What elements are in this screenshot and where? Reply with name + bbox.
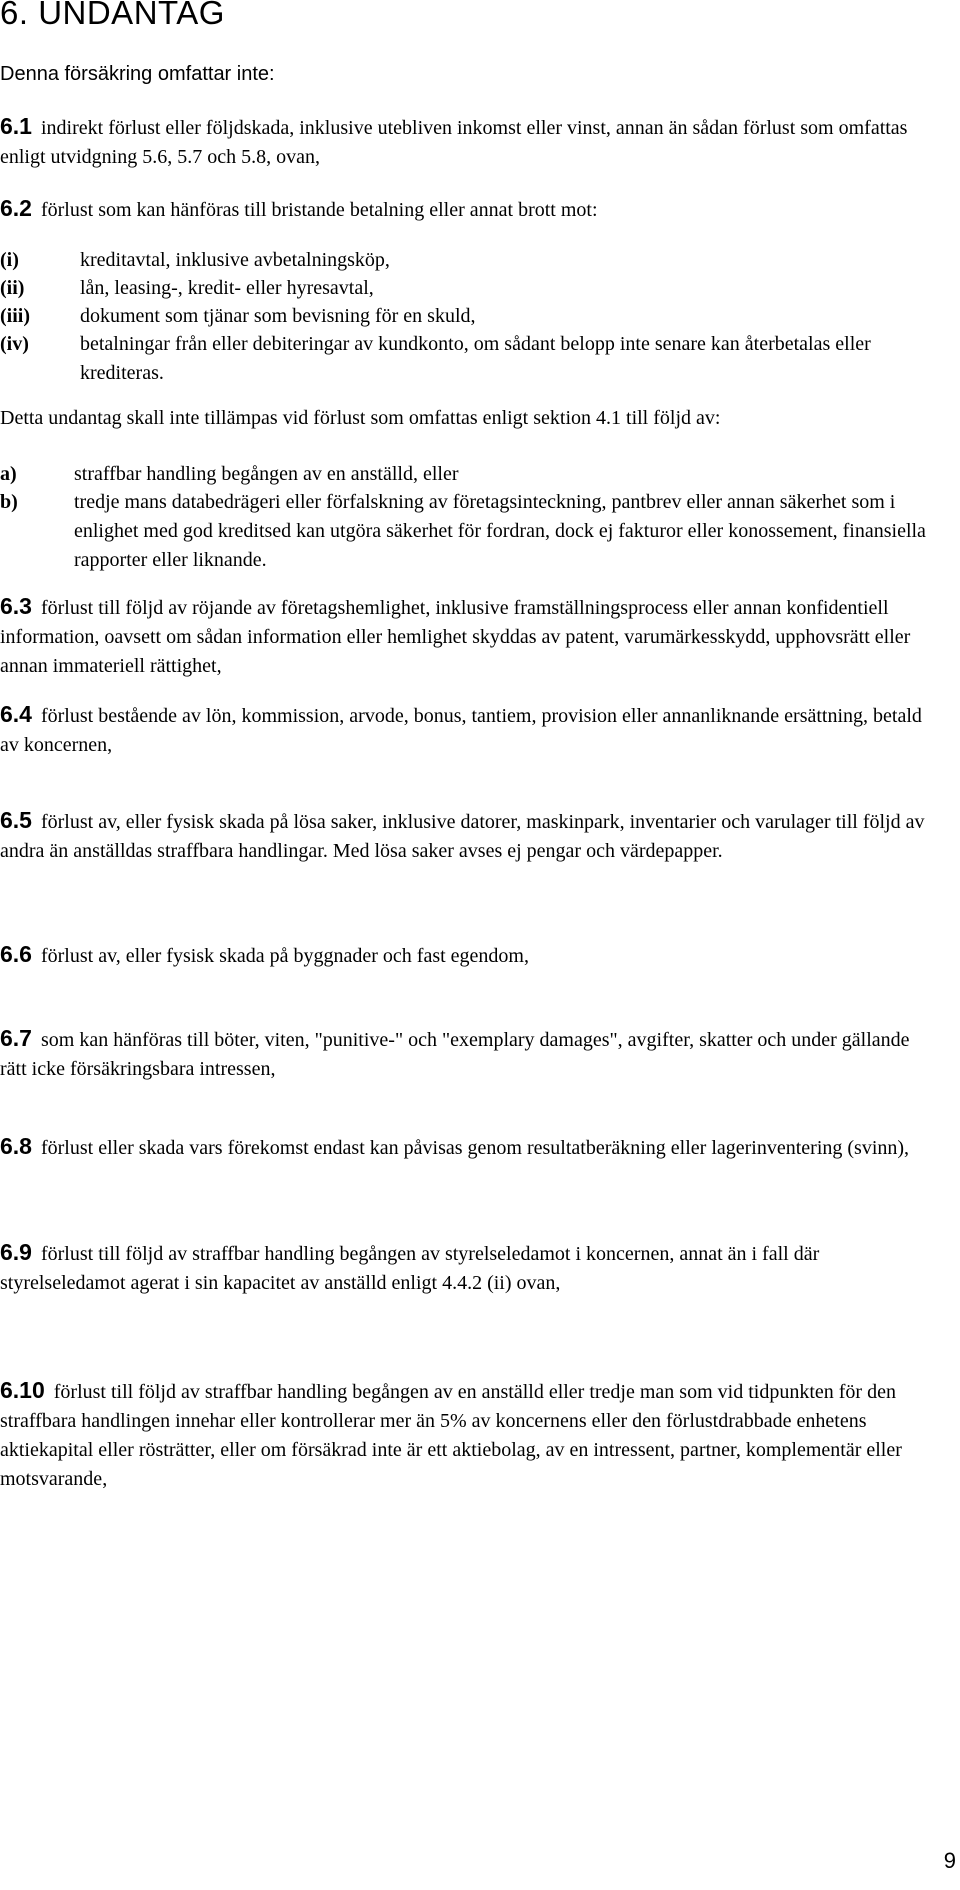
clause-6-10: [0, 1376, 940, 1494]
clause-text: som kan hänföras till böter, viten, "punitive-" och "exemplary damages", avgifter, skatter och under gällande rätt icke försäkringsbara intressen,: [0, 1029, 910, 1080]
clause-text: förlust av, eller fysisk skada på lösa saker, inklusive datorer, maskinpark, inventarier och varulager till följd av andra än anställdas straffbara handlingar. Med lösa saker avses ej pengar och värdepapper.: [0, 811, 925, 862]
list-text: kreditavtal, inklusive avbetalningsköp,: [80, 249, 390, 271]
list-label: (iv): [0, 333, 29, 355]
clause-6-5: [0, 806, 940, 866]
clause-text: förlust bestående av lön, kommission, arvode, bonus, tantiem, provision eller annanliknande ersättning, betald av koncernen,: [0, 705, 922, 756]
list-text: betalningar från eller debiteringar av kundkonto, om sådant belopp inte senare kan återbetalas eller krediteras.: [80, 333, 871, 384]
clause-text: förlust som kan hänföras till bristande betalning eller annat brott mot:: [40, 199, 598, 221]
clause-6-1: [0, 112, 940, 172]
clause-number: 6.4: [0, 701, 32, 727]
clause-number: 6.7: [0, 1025, 32, 1051]
clause-number: 6.2: [0, 195, 32, 221]
section-heading: 6. UNDANTAG: [0, 0, 225, 31]
intro-text: Denna försäkring omfattar inte:: [0, 63, 275, 85]
exception-note: Detta undantag skall inte tillämpas vid förlust som omfattas enligt sektion 4.1 till följd av:: [0, 407, 721, 429]
clause-text: indirekt förlust eller följdskada, inklusive utebliven inkomst eller vinst, annan än sådan förlust som omfattas enligt utvidgning 5.6, 5.7 och 5.8, ovan,: [0, 117, 908, 168]
clause-number: 6.1: [0, 113, 32, 139]
clause-6-7: [0, 1024, 940, 1084]
clause-6-3: [0, 592, 940, 681]
list-text: dokument som tjänar som bevisning för en skuld,: [80, 305, 476, 327]
clause-text: förlust till följd av röjande av företagshemlighet, inklusive framställningsprocess eller annan konfidentiell information, oavsett om sådan information eller hemlighet skyddas av patent, varumärkesskydd, upphovsrätt eller annan immateriell rättighet,: [0, 597, 911, 677]
list-label: (ii): [0, 277, 25, 299]
list-text: tredje mans databedrägeri eller förfalskning av företagsinteckning, pantbrev eller annan säkerhet som i enlighet med god kreditsed kan utgöra säkerhet för fordran, dock ej fakturor eller konossement, finansiella rapporter eller liknande.: [74, 491, 926, 571]
list-label: (i): [0, 249, 19, 271]
clause-6-8: [0, 1132, 940, 1163]
clause-text: förlust till följd av straffbar handling begången av en anställd eller tredje man som vid tidpunkten för den straffbara handlingen innehar eller kontrollerar mer än 5% av koncernens eller den förlustdrabbade enhetens aktiekapital eller rösträtter, eller om försäkrad inte är ett aktiebolag, av en intressent, partner, komplementär eller motsvarande,: [0, 1381, 902, 1490]
clause-6-2: [0, 194, 940, 225]
clause-number: 6.9: [0, 1239, 32, 1265]
list-label: b): [0, 491, 18, 513]
clause-6-9: [0, 1238, 940, 1298]
list-text: lån, leasing-, kredit- eller hyresavtal,: [80, 277, 374, 299]
clause-number: 6.6: [0, 941, 32, 967]
page-number: 9: [943, 1848, 956, 1873]
clause-text: förlust av, eller fysisk skada på byggnader och fast egendom,: [40, 945, 529, 967]
list-label: (iii): [0, 305, 30, 327]
list-label: a): [0, 463, 17, 485]
clause-number: 6.10: [0, 1377, 45, 1403]
clause-number: 6.8: [0, 1133, 32, 1159]
clause-text: förlust till följd av straffbar handling begången av styrelseledamot i koncernen, annat än i fall där styrelseledamot agerat i sin kapacitet av anställd enligt 4.4.2 (ii) ovan,: [0, 1243, 820, 1294]
list-text: straffbar handling begången av en anställd, eller: [74, 463, 459, 485]
clause-6-4: [0, 700, 940, 760]
clause-6-6: [0, 940, 940, 971]
clause-number: 6.5: [0, 807, 32, 833]
clause-number: 6.3: [0, 593, 32, 619]
clause-text: förlust eller skada vars förekomst endast kan påvisas genom resultatberäkning eller lagerinventering (svinn),: [40, 1137, 910, 1159]
